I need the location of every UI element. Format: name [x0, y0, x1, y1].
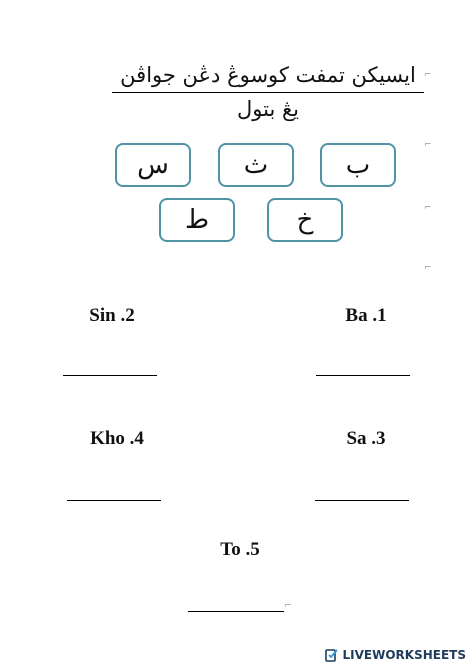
- answer-drop-zone-2[interactable]: [63, 375, 157, 376]
- question-label-3: Sa .3: [346, 428, 386, 449]
- question-label-2: Sin .2: [89, 305, 135, 326]
- question-label-1: Ba .1: [345, 305, 387, 326]
- question-label-5: To .5: [220, 539, 260, 560]
- margin-mark: ⌐: [284, 601, 292, 611]
- letter-tile-kho[interactable]: خ: [267, 198, 343, 242]
- worksheet-title: ايسيكن تمفت كوسوڠ دڠن جواڤن يڠ بتول: [112, 58, 424, 93]
- brand-name: LIVEWORKSHEETS: [342, 648, 466, 662]
- letter-tile-ba[interactable]: ب: [320, 143, 396, 187]
- answer-drop-zone-5[interactable]: [188, 611, 284, 612]
- letter-tile-sin[interactable]: س: [115, 143, 191, 187]
- margin-mark: ⌐: [424, 70, 432, 80]
- margin-mark: ⌐: [424, 140, 432, 150]
- answer-drop-zone-3[interactable]: [315, 500, 409, 501]
- liveworksheets-footer: [325, 647, 466, 663]
- question-label-4: Kho .4: [90, 428, 144, 449]
- liveworksheets-logo-icon: [325, 648, 339, 662]
- letter-tile-sa[interactable]: ث: [218, 143, 294, 187]
- answer-drop-zone-1[interactable]: [316, 375, 410, 376]
- answer-drop-zone-4[interactable]: [67, 500, 161, 501]
- letter-tile-to[interactable]: ط: [159, 198, 235, 242]
- margin-mark: ⌐: [424, 203, 432, 213]
- margin-mark: ⌐: [424, 263, 432, 273]
